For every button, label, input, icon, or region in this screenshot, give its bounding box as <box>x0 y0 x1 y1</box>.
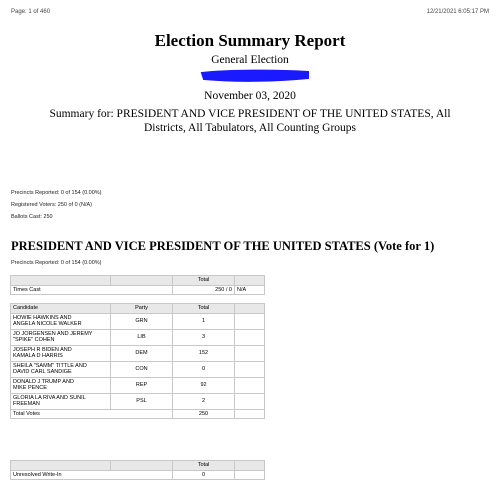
candidate-party: GRN <box>111 313 173 329</box>
total-votes-value: 250 <box>173 409 235 419</box>
candidate-name: GLORIA LA RIVA AND SUNIL FREEMAN <box>11 393 111 409</box>
race-precincts-reported: Precincts Reported: 0 of 154 (0.00%) <box>11 260 102 266</box>
table-row <box>11 313 265 329</box>
candidate-total: 1 <box>173 313 235 329</box>
writein-label: Unresolved Write-In <box>11 470 173 480</box>
candidate-party: PSL <box>111 393 173 409</box>
times-cast-row <box>11 285 265 295</box>
candidate-name: JOSEPH R BIDEN AND KAMALA D HARRIS <box>11 345 111 361</box>
candidate-total: 152 <box>173 345 235 361</box>
writein-table <box>10 460 265 480</box>
times-cast-header-row <box>11 276 265 286</box>
race-title: PRESIDENT AND VICE PRESIDENT OF THE UNITED STATES (Vote for 1) <box>11 239 435 253</box>
candidate-total: 0 <box>173 361 235 377</box>
table-row <box>11 361 265 377</box>
candidates-header-row <box>11 304 265 314</box>
total-header: Total <box>173 276 235 286</box>
total-header: Total <box>173 461 235 471</box>
candidate-party: LIB <box>111 329 173 345</box>
candidate-name: HOWIE HAWKINS AND ANGELA NICOLE WALKER <box>11 313 111 329</box>
writein-row <box>11 470 265 480</box>
summary-description <box>20 107 480 135</box>
report-title: Election Summary Report <box>154 31 346 50</box>
candidate-party: DEM <box>111 345 173 361</box>
candidate-party: REP <box>111 377 173 393</box>
times-cast-value: 250 / 0 <box>173 285 235 295</box>
registered-voters: Registered Voters: 250 of 0 (N/A) <box>11 202 93 208</box>
candidate-total: 3 <box>173 329 235 345</box>
candidate-name: DONALD J TRUMP AND MIKE PENCE <box>11 377 111 393</box>
total-votes-label: Total Votes <box>11 409 173 419</box>
times-cast-table <box>10 275 265 295</box>
candidate-name: JO JORGENSEN AND JEREMY "SPIKE" COHEN <box>11 329 111 345</box>
candidate-total: 2 <box>173 393 235 409</box>
party-header: Party <box>111 304 173 314</box>
candidates-table <box>10 303 265 419</box>
total-votes-row <box>11 409 265 419</box>
redaction-mark <box>198 69 312 83</box>
report-timestamp: 12/21/2021 6:05:17 PM <box>426 9 489 15</box>
writein-value: 0 <box>173 470 235 480</box>
page-number: Page: 1 of 460 <box>11 9 51 15</box>
election-date: November 03, 2020 <box>204 90 296 102</box>
candidate-total: 92 <box>173 377 235 393</box>
precincts-reported: Precincts Reported: 0 of 154 (0.00%) <box>11 190 102 196</box>
summary-line-1: Summary for: PRESIDENT AND VICE PRESIDENT OF THE UNITED STATES, All <box>49 108 451 120</box>
candidate-party: CON <box>111 361 173 377</box>
report-subtitle: General Election <box>211 54 289 66</box>
summary-line-2: Districts, All Tabulators, All Counting Groups <box>143 122 357 134</box>
writein-header-row <box>11 461 265 471</box>
ballots-cast: Ballots Cast: 250 <box>11 214 53 220</box>
times-cast-pct: N/A <box>235 285 265 295</box>
candidate-name: SHEILA "SAMM" TITTLE AND DAVID CARL SANDIGE <box>11 361 111 377</box>
times-cast-label: Times Cast <box>11 285 173 295</box>
table-row <box>11 393 265 409</box>
candidate-header: Candidate <box>11 304 111 314</box>
total-header: Total <box>173 304 235 314</box>
table-row <box>11 329 265 345</box>
table-row <box>11 377 265 393</box>
table-row <box>11 345 265 361</box>
